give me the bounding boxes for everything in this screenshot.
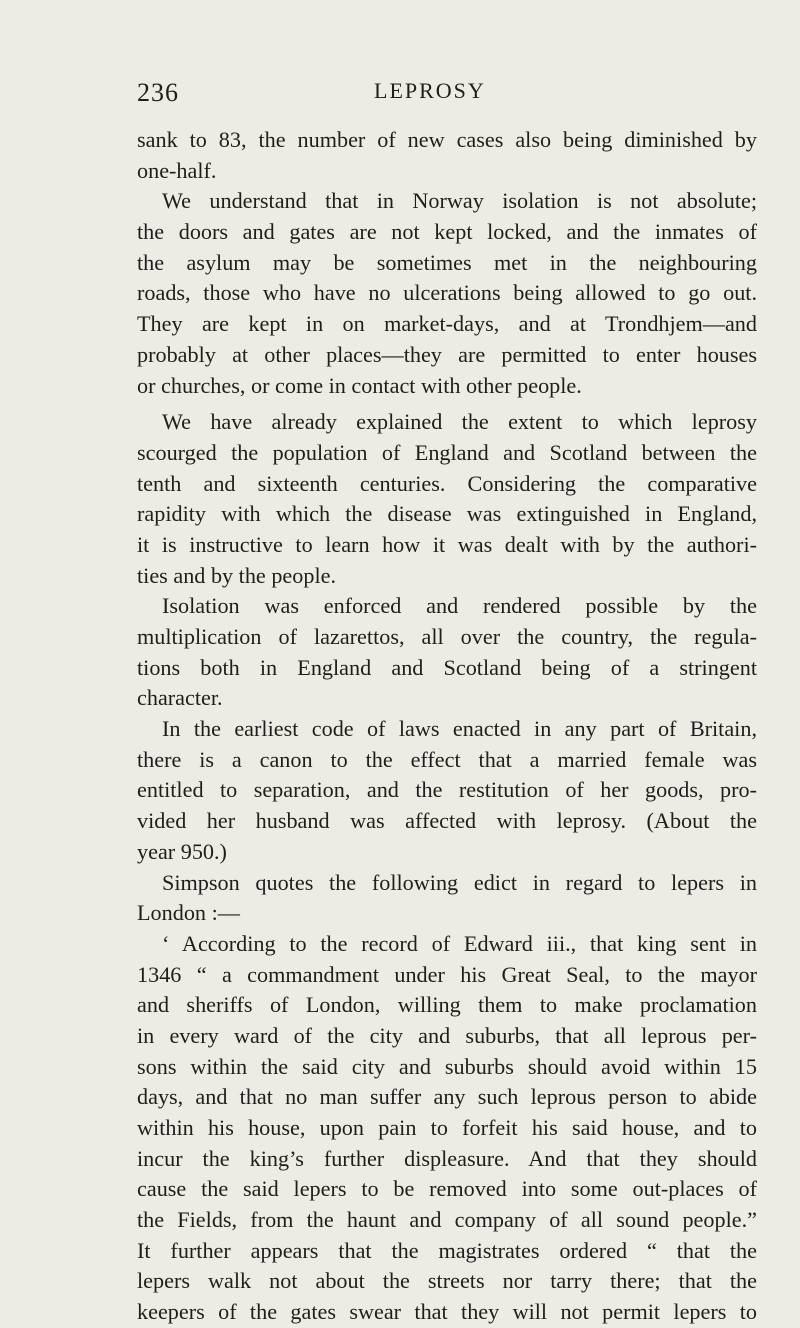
text-line: It further appears that the magistrates ordered “ that the [137, 1237, 757, 1263]
text-line: cause the said lepers to be removed into some out-places of [137, 1176, 757, 1202]
text-line: In the earliest code of laws enacted in any part of Britain, [162, 716, 757, 742]
text-line: incur the king’s further displeasure. And that they should [137, 1145, 757, 1171]
text-line: We understand that in Norway isolation is not absolute; [162, 188, 757, 214]
text-line: multiplication of lazarettos, all over the country, the regula- [137, 624, 757, 649]
text-line: roads, those who have no ulcerations being allowed to go out. [137, 280, 757, 306]
text-line: 1346 “ a commandment under his Great Seal, to the mayor [137, 961, 757, 987]
text-line: and sheriffs of London, willing them to make proclamation [137, 992, 757, 1018]
text-line: year 950.) [137, 838, 227, 864]
body-text [137, 125, 757, 1328]
text-line: tenth and sixteenth centuries. Considering the comparative [137, 470, 757, 496]
text-line: days, and that no man suffer any such leprous person to abide [137, 1084, 757, 1110]
text-line: lepers walk not about the streets nor tarry there; that the [137, 1268, 757, 1294]
page-number: 236 [137, 78, 179, 107]
text-line: the asylum may be sometimes met in the neighbouring [137, 249, 757, 275]
text-line: We have already explained the extent to which leprosy [162, 409, 757, 435]
text-line: the doors and gates are not kept locked, and the inmates of [137, 219, 757, 245]
running-head: LEPROSY [374, 78, 486, 103]
text-line: ‘ According to the record of Edward iii., that king sent in [162, 930, 757, 956]
text-line: ties and by the people. [137, 562, 337, 588]
text-line: it is instructive to learn how it was dealt with by the authori- [137, 531, 757, 557]
text-line: scourged the population of England and Scotland between the [137, 439, 757, 465]
text-line: Isolation was enforced and rendered possible by the [162, 593, 757, 619]
text-line: or churches, or come in contact with other people. [137, 372, 582, 398]
text-line: vided her husband was affected with leprosy. (About the [137, 808, 757, 834]
text-line: character. [137, 685, 223, 711]
text-line: in every ward of the city and suburbs, that all leprous per- [137, 1022, 757, 1048]
text-line: tions both in England and Scotland being of a stringent [137, 654, 757, 680]
text-line: rapidity with which the disease was extinguished in England, [137, 501, 757, 527]
text-line: They are kept in on market-days, and at Trondhjem—and [137, 311, 757, 337]
text-line: sons within the said city and suburbs should avoid within 15 [137, 1053, 757, 1079]
text-line: there is a canon to the effect that a married female was [137, 746, 757, 772]
page-header [137, 78, 757, 110]
text-line: keepers of the gates swear that they will not permit lepers to [137, 1299, 757, 1325]
text-line: one-half. [137, 157, 217, 183]
text-line: probably at other places—they are permitted to enter houses [137, 341, 757, 367]
text-line: within his house, upon pain to forfeit his said house, and to [137, 1115, 757, 1140]
text-line: entitled to separation, and the restitution of her goods, pro- [137, 777, 757, 803]
text-line: sank to 83, the number of new cases also being diminished by [137, 127, 757, 152]
text-line: London :— [137, 900, 240, 926]
text-line: Simpson quotes the following edict in regard to lepers in [162, 869, 757, 895]
text-line: the Fields, from the haunt and company of all sound people.” [137, 1207, 757, 1233]
